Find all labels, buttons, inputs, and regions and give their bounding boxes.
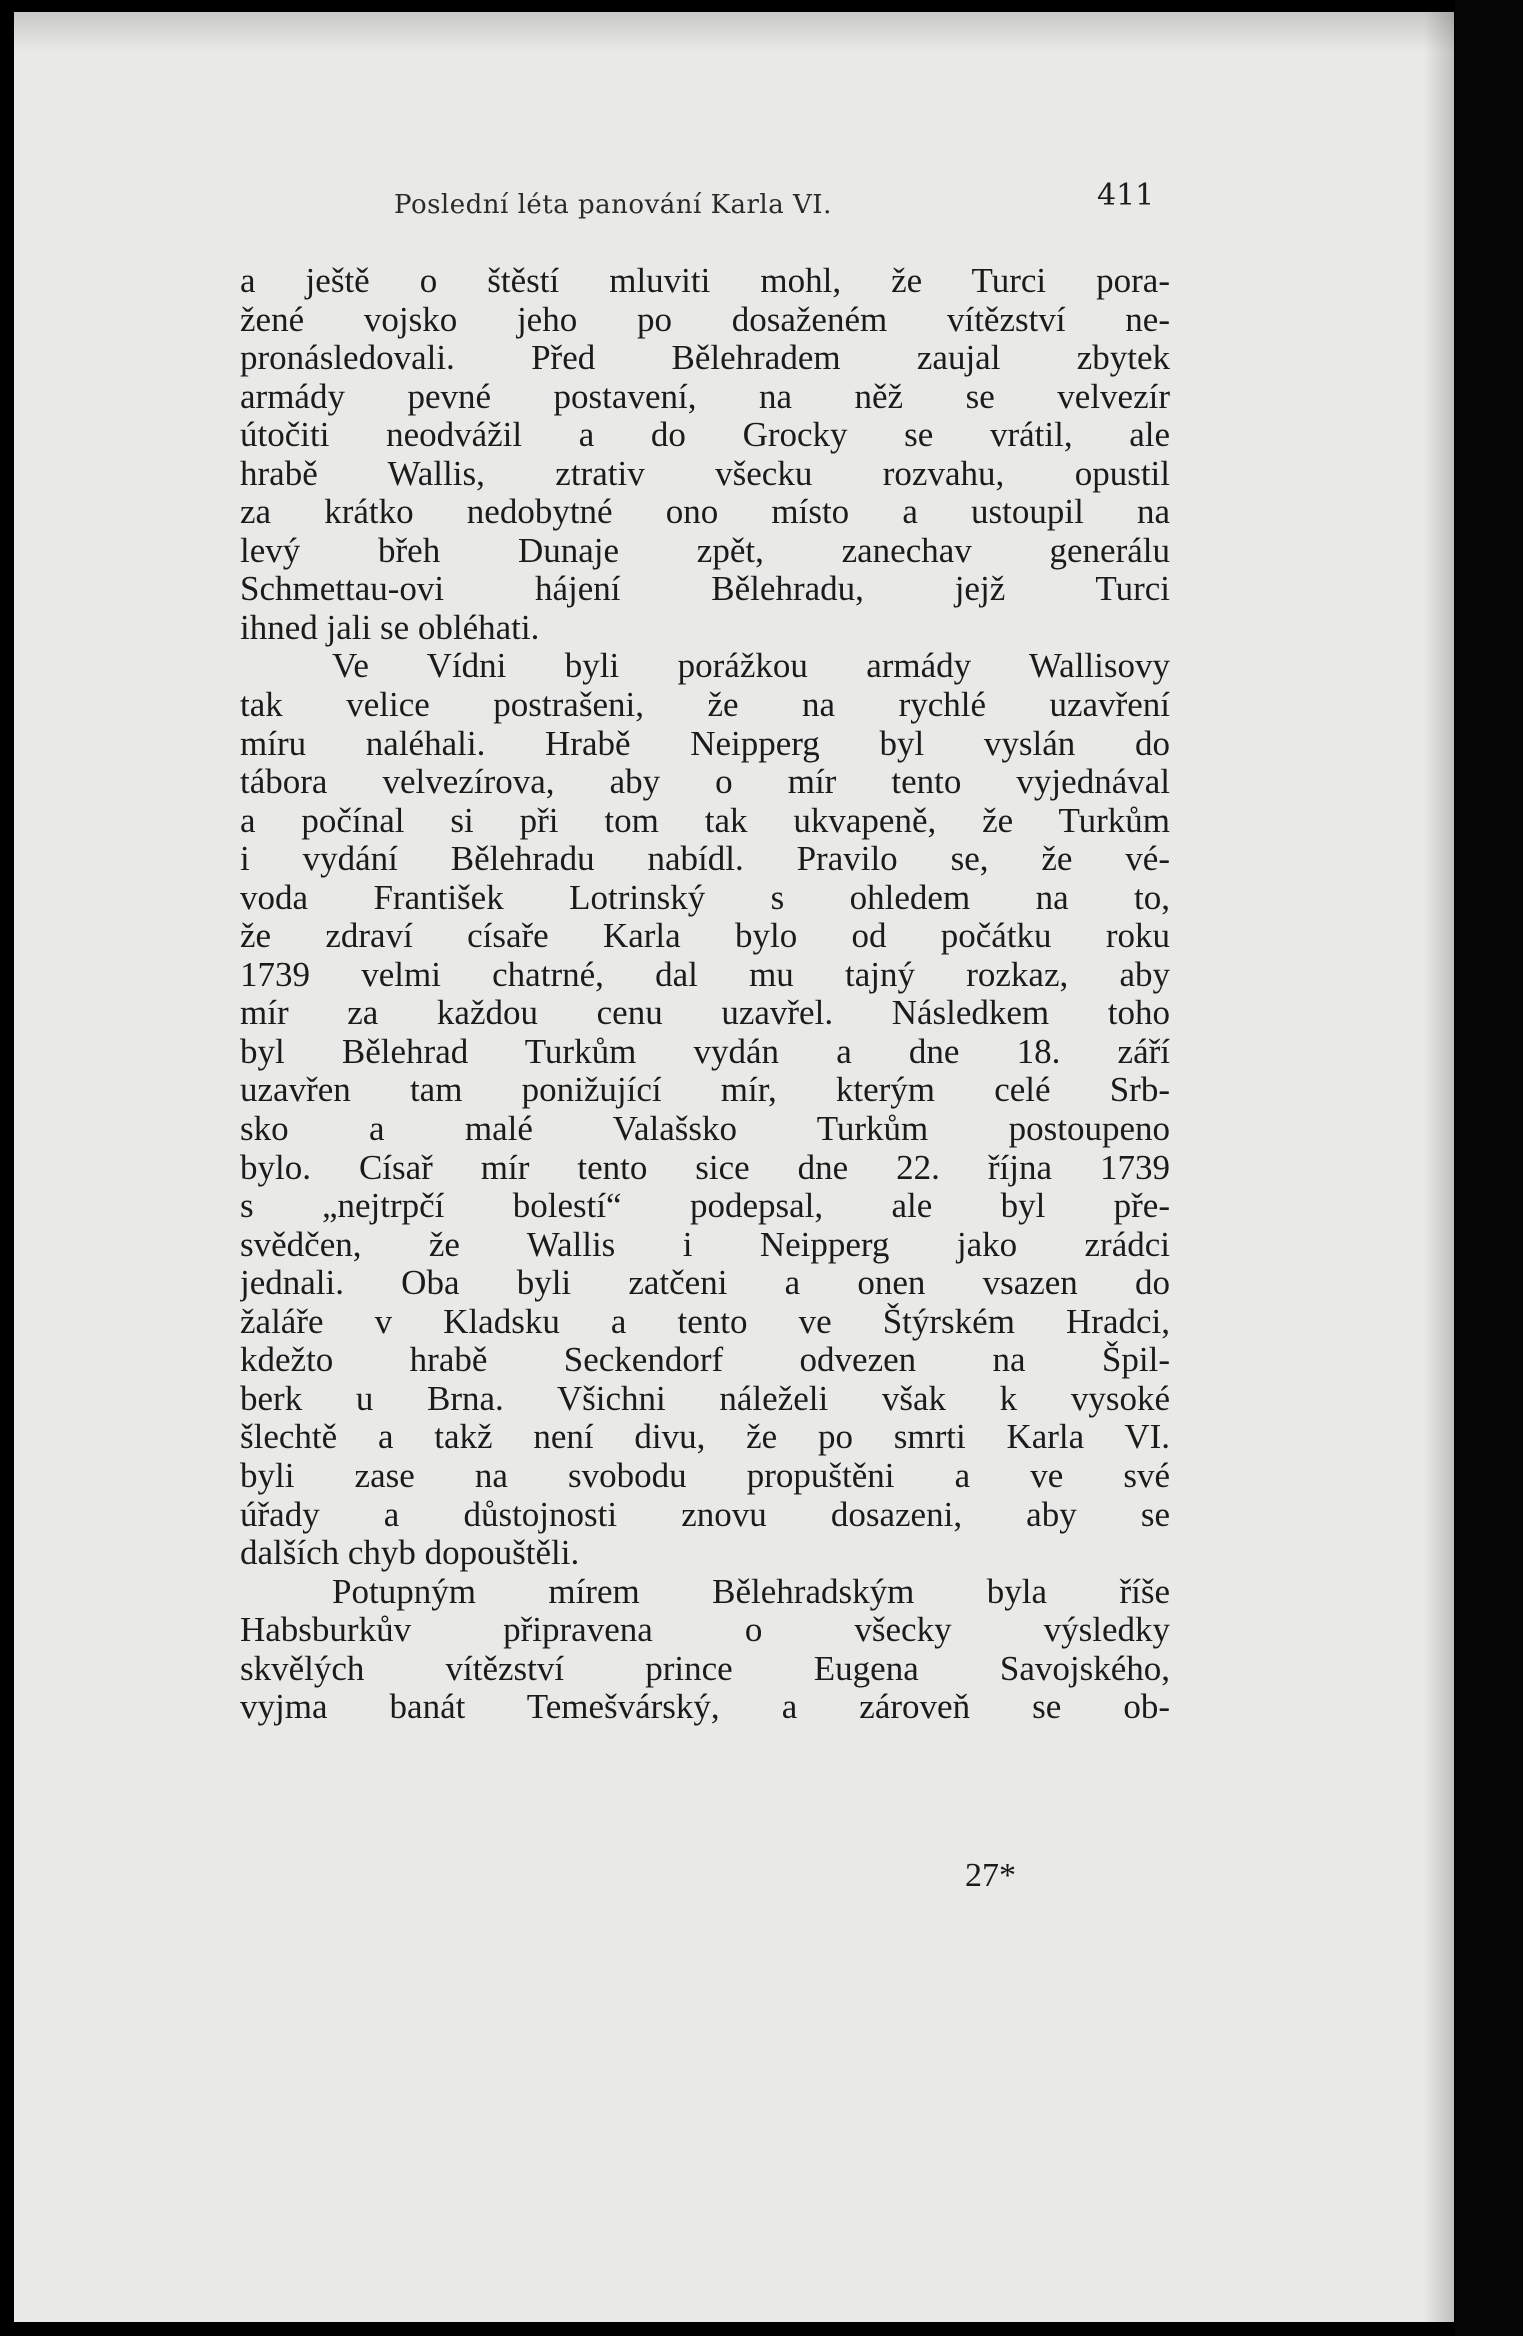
text-line: tak velice postrašeni, že na rychlé uzavření — [240, 686, 1170, 725]
page-edge-dark — [1455, 0, 1523, 2336]
text-line: 1739 velmi chatrné, dal mu tajný rozkaz, aby — [240, 955, 1170, 994]
page-number: 411 — [1097, 178, 1155, 213]
text-line: a ještě o štěstí mluviti mohl, že Turci pora- — [240, 262, 1170, 300]
text-line: armády pevné postavení, na něž se velvezír — [240, 377, 1170, 416]
text-line: za krátko nedobytné ono místo a ustoupil na — [240, 493, 1170, 532]
text-line: bylo. Císař mír tento sice dne 22. října 1739 — [240, 1148, 1170, 1187]
text-line: dalších chyb dopouštěli. — [240, 1534, 580, 1573]
text-line: jednali. Oba byli zatčeni a onen vsazen do — [240, 1264, 1170, 1303]
paragraph-start-line: Ve Vídni byli porážkou armády Wallisovy — [332, 647, 1170, 686]
text-line: uzavřen tam ponižující mír, kterým celé Srb- — [240, 1071, 1170, 1110]
text-line: pronásledovali. Před Bělehradem zaujal zbytek — [240, 339, 1170, 378]
text-line: byl Bělehrad Turkům vydán a dne 18. září — [240, 1032, 1170, 1071]
page-top-shadow — [14, 12, 1454, 52]
text-line: byli zase na svobodu propuštěni a ve své — [240, 1456, 1170, 1495]
body-text — [240, 262, 1170, 1727]
text-line: tábora velvezírova, aby o mír tento vyjednával — [240, 763, 1170, 802]
text-line: žené vojsko jeho po dosaženém vítězství ne- — [240, 300, 1170, 339]
paragraph-start-line: Potupným mírem Bělehradským byla říše — [332, 1572, 1170, 1611]
text-line: kdežto hrabě Seckendorf odvezen na Špil- — [240, 1341, 1170, 1380]
signature-mark: 27* — [965, 1857, 1016, 1894]
text-line: s „nejtrpčí bolestí“ podepsal, ale byl pře- — [240, 1187, 1170, 1226]
text-line: mír za každou cenu uzavřel. Následkem toho — [240, 994, 1170, 1033]
page-right-shadow — [1424, 12, 1454, 2322]
text-line: ihned jali se obléhati. — [240, 608, 540, 647]
text-line: Schmettau-ovi hájení Bělehradu, jejž Turci — [240, 570, 1170, 609]
text-line: že zdraví císaře Karla bylo od počátku roku — [240, 917, 1170, 956]
text-line: útočiti neodvážil a do Grocky se vrátil, ale — [240, 416, 1170, 455]
text-line: hrabě Wallis, ztrativ všecku rozvahu, opustil — [240, 454, 1170, 493]
text-line: skvělých vítězství prince Eugena Savojského, — [240, 1649, 1170, 1688]
text-line: sko a malé Valašsko Turkům postoupeno — [240, 1110, 1170, 1149]
text-line: šlechtě a takž není divu, že po smrti Karla VI. — [240, 1418, 1170, 1457]
text-line: levý břeh Dunaje zpět, zanechav generálu — [240, 531, 1170, 570]
text-line: svědčen, že Wallis i Neipperg jako zrádci — [240, 1225, 1170, 1264]
text-line: úřady a důstojnosti znovu dosazeni, aby se — [240, 1495, 1170, 1534]
text-line: voda František Lotrinský s ohledem na to, — [240, 878, 1170, 917]
running-header: Poslední léta panování Karla VI. — [394, 190, 832, 220]
text-line: berk u Brna. Všichni náleželi však k vysoké — [240, 1379, 1170, 1418]
text-line: žaláře v Kladsku a tento ve Štýrském Hradci, — [240, 1302, 1170, 1341]
text-line: míru naléhali. Hrabě Neipperg byl vyslán do — [240, 724, 1170, 763]
text-line: Habsburkův připravena o všecky výsledky — [240, 1611, 1170, 1650]
text-line: i vydání Bělehradu nabídl. Pravilo se, že vé- — [240, 840, 1170, 879]
text-line: vyjma banát Temešvárský, a zároveň se ob- — [240, 1688, 1170, 1727]
text-line: a počínal si při tom tak ukvapeně, že Turkům — [240, 801, 1170, 840]
